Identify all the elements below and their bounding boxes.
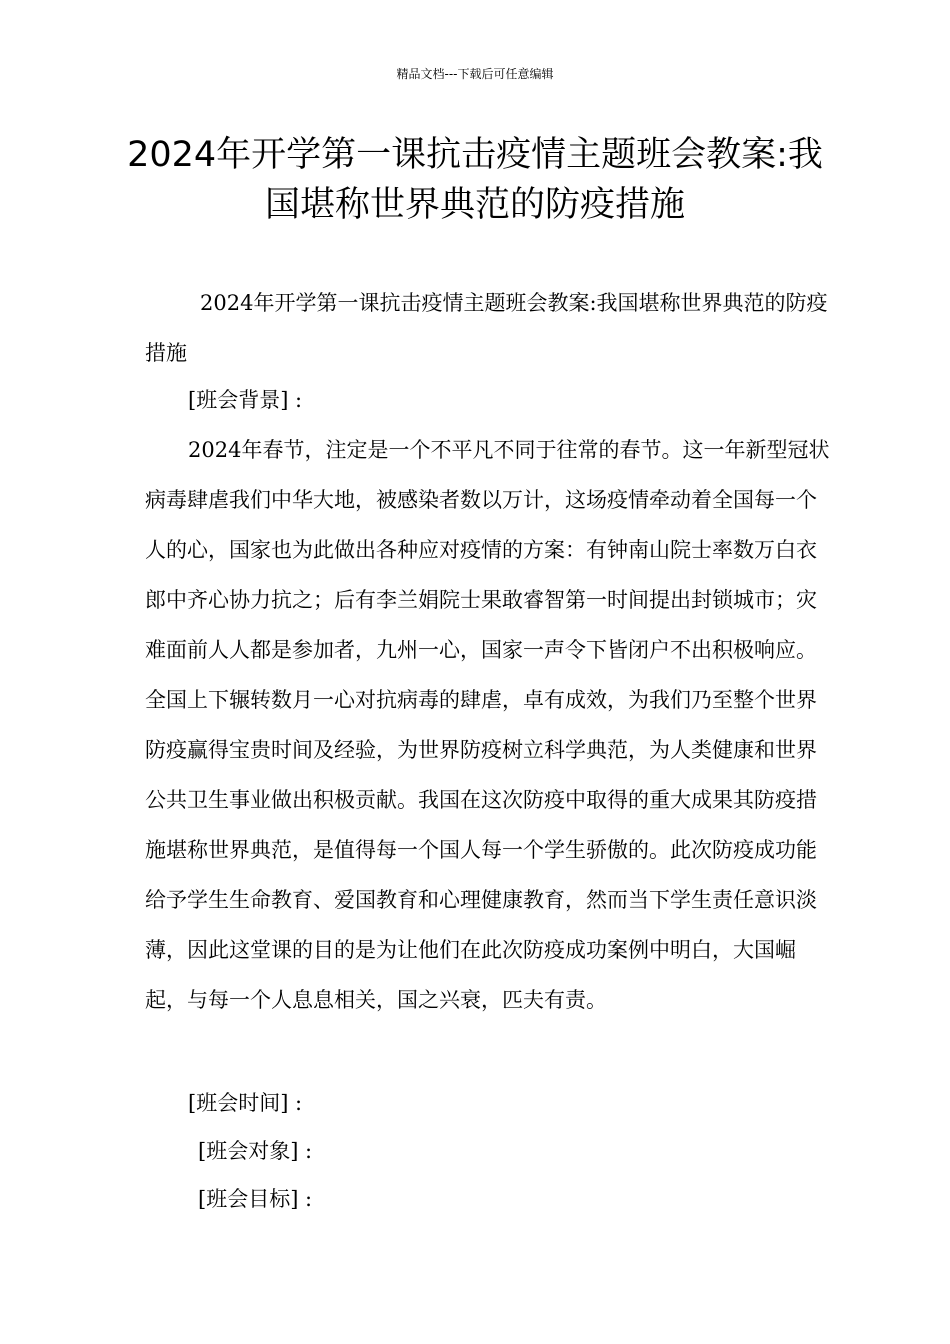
section-heading-background: [班会背景] : [188,388,303,412]
header-note: 精品文档---下载后可任意编辑 [396,67,554,81]
background-paragraph: 2024年春节，注定是一个不平凡不同于往常的春节。这一年新型冠状病毒肆虐我们中华大地，被感染者数以万计，这场疫情牵动着全国每一个人的心，国家也为此做出各种应对疫情的方案：有钟南山院士率数万白衣郎中齐心协力抗之；后有李兰娟院士果敢睿智第一时间提出封锁城市；灾难面前人人都是参加者，九州一心，国家一声令下皆闭户不出积极响应。全国上下辗转数月一心对抗病毒的肆虐，卓有成效，为我们乃至整个世界防疫赢得宝贵时间及经验，为世界防疫树立科学典范，为人类健康和世界公共卫生事业做出积极贡献。我国在这次防疫中取得的重大成果其防疫措施堪称世界典范，是值得每一个国人每一个学生骄傲的。此次防疫成功能给予学生生命教育、爱国教育和心理健康教育，然而当下学生责任意识淡薄，因此这堂课的目的是为让他们在此次防疫成功案例中明白，大国崛起，与每一个人息息相关，国之兴衰，匹夫有责。 [145,438,830,1012]
section-heading-target: [班会对象] : [198,1139,313,1163]
section-heading-time: [班会时间] : [188,1091,303,1115]
section-heading-goal: [班会目标] : [198,1187,313,1211]
intro-paragraph: 2024年开学第一课抗击疫情主题班会教案:我国堪称世界典范的防疫措施 [145,291,828,365]
document-title: 2024年开学第一课抗击疫情主题班会教案:我国堪称世界典范的防疫措施 [127,135,823,225]
